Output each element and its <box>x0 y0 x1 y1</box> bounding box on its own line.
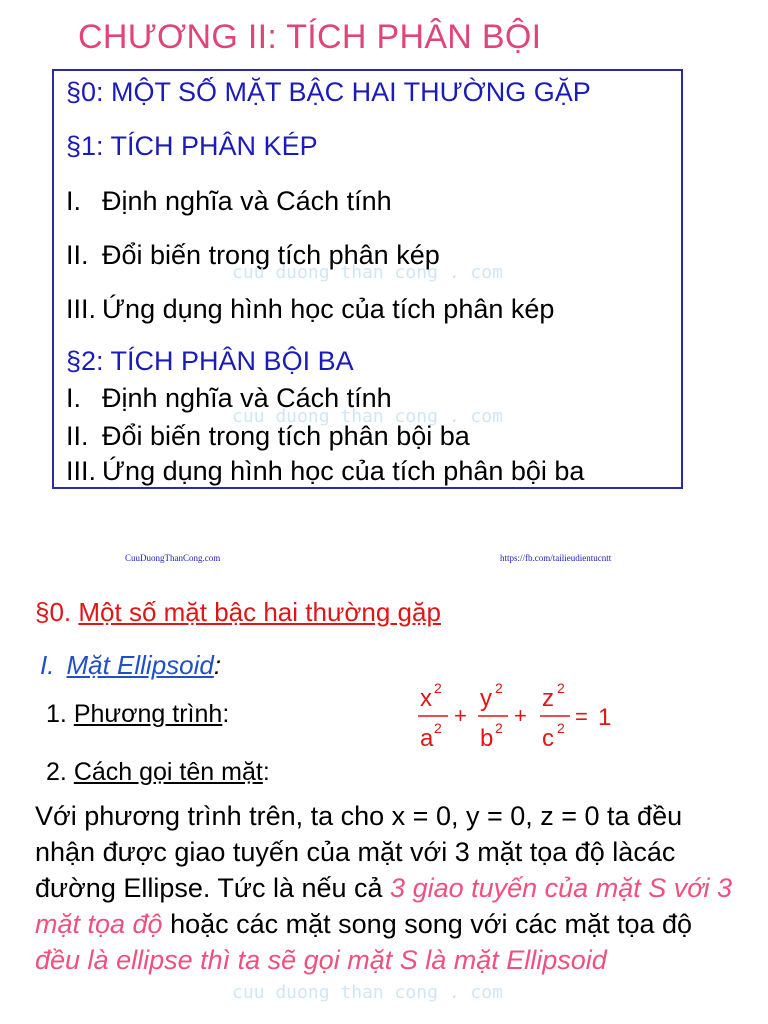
subsection-colon: : <box>213 650 222 680</box>
eq-y: y <box>480 685 492 712</box>
toc-item <box>66 456 584 487</box>
chapter-title: CHƯƠNG II: TÍCH PHÂN BỘI <box>78 18 542 56</box>
eq-exp: 2 <box>557 720 565 736</box>
toc-item-number: I. <box>66 383 82 413</box>
watermark: cuu duong than cong . com <box>232 406 503 427</box>
footer-site-link[interactable]: CuuDuongThanCong.com <box>125 553 221 563</box>
step-naming <box>46 758 270 787</box>
toc-item-text: Định nghĩa và Cách tính <box>102 383 392 413</box>
subsection-title: Mặt Ellipsoid <box>66 650 214 680</box>
watermark: cuu duong than cong . com <box>232 262 503 283</box>
toc-section-2: §2: TÍCH PHÂN BỘI BA <box>66 346 354 376</box>
eq-z: z <box>542 685 554 712</box>
paragraph-text: hoặc các mặt song song với các mặt tọa độ <box>162 909 693 939</box>
eq-a: a <box>420 725 434 752</box>
toc-section-0: §0: MỘT SỐ MẶT BẬC HAI THƯỜNG GẶP <box>66 77 591 107</box>
step-colon: : <box>262 758 270 786</box>
toc-item <box>66 294 554 325</box>
eq-exp: 2 <box>434 720 442 736</box>
eq-rhs: 1 <box>598 704 612 731</box>
toc-section-1: §1: TÍCH PHÂN KÉP <box>66 131 318 161</box>
toc-item-text: Đổi biến trong tích phân kép <box>102 240 440 270</box>
toc-item-text: Định nghĩa và Cách tính <box>102 186 392 216</box>
step-label: Cách gọi tên mặt <box>73 758 263 786</box>
toc-item-text: Ứng dụng hình học của tích phân kép <box>102 294 555 324</box>
explanation-paragraph <box>35 798 735 978</box>
toc-item-number: I. <box>66 186 82 216</box>
step-number: 2. <box>46 758 67 786</box>
section-heading <box>35 597 441 628</box>
step-label: Phương trình <box>73 700 223 728</box>
ellipsoid-equation <box>415 676 625 756</box>
toc-item-number: II. <box>66 240 89 270</box>
toc-item-number: III. <box>66 294 97 324</box>
subsection-number: I. <box>40 650 55 680</box>
section-title: Một số mặt bậc hai thường gặp <box>78 597 441 627</box>
eq-equals: = <box>575 704 588 729</box>
watermark: cuu duong than cong . com <box>232 982 503 1003</box>
step-number: 1. <box>46 700 67 728</box>
eq-exp: 2 <box>557 680 565 696</box>
footer-fb-link[interactable]: https://fb.com/tailieudientucntt <box>500 553 612 563</box>
paragraph-emphasis: 3 giao tuyến của mặt S với 3 mặt tọa độ <box>35 873 733 939</box>
eq-exp: 2 <box>495 680 503 696</box>
eq-x: x <box>420 685 432 712</box>
step-equation <box>46 700 229 729</box>
paragraph-emphasis: đều là ellipse thì ta sẽ gọi mặt S là mặt Ellipsoid <box>35 945 607 975</box>
toc-item-text: Ứng dụng hình học của tích phân bội ba <box>102 456 585 486</box>
subsection-heading <box>40 650 221 681</box>
toc-item-number: III. <box>66 456 97 486</box>
step-colon: : <box>222 700 230 728</box>
eq-b: b <box>480 725 494 752</box>
toc-item-number: II. <box>66 421 89 451</box>
section-number: §0. <box>35 597 72 627</box>
eq-exp: 2 <box>495 720 503 736</box>
toc-item <box>66 186 392 217</box>
paragraph-text: Với phương trình trên, ta cho x = 0, y = 0, z = 0 ta đều nhận được giao tuyến của mặt với 3 mặt tọa độ làcác đường Ellipse. Tức là nếu cả <box>35 801 683 903</box>
eq-plus: + <box>514 703 527 728</box>
eq-plus: + <box>454 703 467 728</box>
toc-item-text: Đổi biến trong tích phân bội ba <box>102 421 470 451</box>
eq-c: c <box>542 725 554 752</box>
eq-exp: 2 <box>434 680 442 696</box>
